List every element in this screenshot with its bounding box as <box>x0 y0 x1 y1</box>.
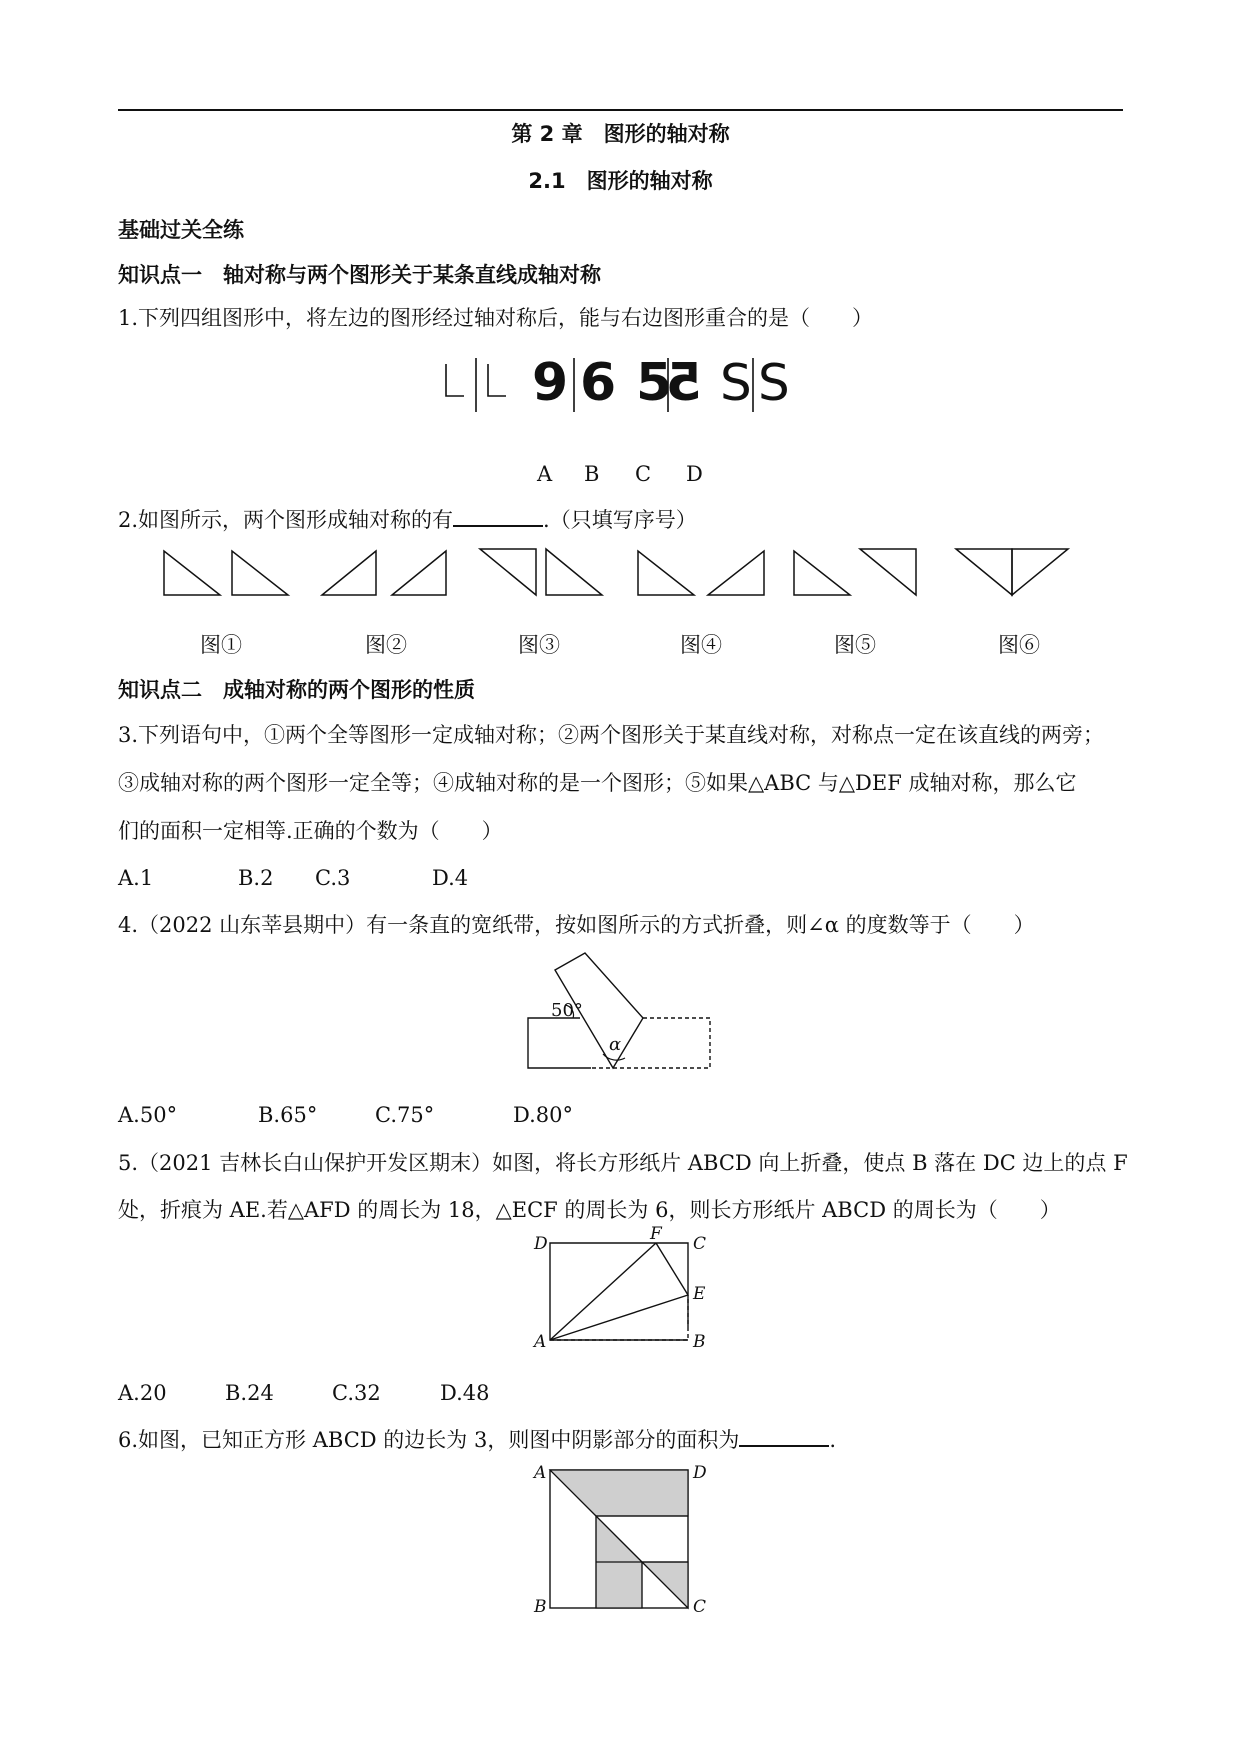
q1-L-shapes <box>446 358 506 412</box>
q2-fig4-left <box>638 551 694 595</box>
q2-fig4-right <box>708 551 764 595</box>
q3-line-1: 3.下列语句中，①两个全等图形一定成轴对称；②两个图形关于某直线对称，对称点一定在该直线的两旁； <box>118 723 1105 747</box>
q5-option-b: B.24 <box>225 1381 274 1405</box>
q2-label-6: 图⑥ <box>998 633 1040 657</box>
q1-figure <box>440 350 800 422</box>
q5-line-2: 处，折痕为 AE.若△AFD 的周长为 18，△ECF 的周长为 6，则长方形纸片 ABCD 的周长为（ ） <box>118 1198 1061 1222</box>
q4-text: 4.（2022 山东莘县期中）有一条直的宽纸带，按如图所示的方式折叠，则∠α 的度数等于（ ） <box>118 913 1035 937</box>
q2-label-2: 图② <box>365 633 407 657</box>
q2-answer-blank[interactable] <box>453 505 543 527</box>
knowledge-point-1: 知识点一 轴对称与两个图形关于某条直线成轴对称 <box>118 263 601 287</box>
q6-answer-blank[interactable] <box>739 1425 829 1447</box>
q5-label-a: A <box>534 1332 547 1352</box>
q2-fig6-right <box>1012 549 1068 595</box>
q2-fig2-left <box>322 551 376 595</box>
q1-glyph-S-right: S <box>758 354 790 412</box>
q1-glyph-9: 9 <box>532 353 569 413</box>
q5-label-f: F <box>650 1224 662 1244</box>
q2-fig3-right <box>546 549 602 595</box>
section-basic: 基础过关全练 <box>118 218 244 242</box>
q5-label-e: E <box>693 1284 706 1304</box>
q5-label-c: C <box>693 1234 707 1254</box>
q5-option-c: C.32 <box>332 1381 381 1405</box>
q1-glyph-S: S <box>720 354 752 412</box>
q6-figure <box>530 1462 720 1617</box>
q2-text <box>118 505 697 535</box>
q5-rect-solid <box>550 1243 688 1340</box>
q1-option-d: D <box>686 462 703 486</box>
q6-label-c: C <box>693 1597 707 1617</box>
q3-option-b: B.2 <box>238 866 274 890</box>
q4-option-c: C.75° <box>375 1103 435 1127</box>
q2-text-after: .（只填写序号） <box>543 508 697 532</box>
q1-option-c: C <box>635 462 652 486</box>
q2-label-4: 图④ <box>680 633 722 657</box>
q4-angle-label: 50° <box>551 1000 583 1021</box>
q5-line-1: 5.（2021 吉林长白山保护开发区期末）如图，将长方形纸片 ABCD 向上折叠，使点 B 落在 DC 边上的点 F <box>118 1151 1128 1175</box>
top-rule <box>118 109 1123 111</box>
q1-option-b: B <box>584 462 600 486</box>
q2-fig3-left <box>480 549 536 595</box>
q2-fig1-right <box>232 551 288 595</box>
q6-text-after: . <box>829 1428 837 1452</box>
q5-label-b: B <box>693 1332 706 1352</box>
q4-strip-left <box>528 1018 591 1068</box>
q2-label-3: 图③ <box>518 633 560 657</box>
q2-label-1: 图① <box>200 633 242 657</box>
q3-option-a: A.1 <box>118 866 154 890</box>
q3-option-c: C.3 <box>315 866 351 890</box>
chapter-title: 第 2 章 图形的轴对称 <box>511 122 730 146</box>
q5-label-d: D <box>534 1234 548 1254</box>
q5-option-d: D.48 <box>440 1381 490 1405</box>
q5-option-a: A.20 <box>118 1381 167 1405</box>
q6-label-d: D <box>693 1463 707 1483</box>
q1-glyph-6: 6 <box>580 353 617 413</box>
q6-label-b: B <box>534 1597 547 1617</box>
q6-text-before: 6.如图，已知正方形 ABCD 的边长为 3，则图中阴影部分的面积为 <box>118 1428 740 1452</box>
q5-figure <box>530 1224 720 1353</box>
q6-label-a: A <box>534 1463 547 1483</box>
q2-fig2-right <box>392 551 446 595</box>
q2-figures <box>160 545 1080 605</box>
q1-glyph-5: 5 <box>636 353 673 413</box>
q3-option-d: D.4 <box>432 866 469 890</box>
q1-glyph-5-mirrored: 5 <box>665 353 702 413</box>
q2-fig5-left <box>794 551 850 595</box>
q4-alpha-label: α <box>609 1034 622 1055</box>
section-title: 2.1 图形的轴对称 <box>528 169 713 193</box>
q3-line-3: 们的面积一定相等.正确的个数为（ ） <box>118 819 503 843</box>
q2-label-5: 图⑤ <box>834 633 876 657</box>
q2-fig6-left <box>956 549 1012 595</box>
q4-option-b: B.65° <box>258 1103 318 1127</box>
q1-text: 1.下列四组图形中，将左边的图形经过轴对称后，能与右边图形重合的是（ ） <box>118 306 874 330</box>
q4-option-a: A.50° <box>118 1103 178 1127</box>
q5-crease-ae <box>550 1295 688 1340</box>
q3-line-2: ③成轴对称的两个图形一定全等；④成轴对称的是一个图形；⑤如果△ABC 与△DEF 成轴对称，那么它 <box>118 771 1077 795</box>
q2-text-before: 2.如图所示，两个图形成轴对称的有 <box>118 508 454 532</box>
q5-fold-af <box>550 1243 656 1340</box>
q4-option-d: D.80° <box>513 1103 573 1127</box>
q2-fig1-left <box>164 551 220 595</box>
q6-text <box>118 1425 836 1455</box>
q2-fig5-right <box>860 549 916 595</box>
q1-option-a: A <box>537 462 553 486</box>
knowledge-point-2: 知识点二 成轴对称的两个图形的性质 <box>118 678 475 702</box>
q5-fold-fe <box>656 1243 688 1295</box>
q4-figure <box>525 950 715 1072</box>
